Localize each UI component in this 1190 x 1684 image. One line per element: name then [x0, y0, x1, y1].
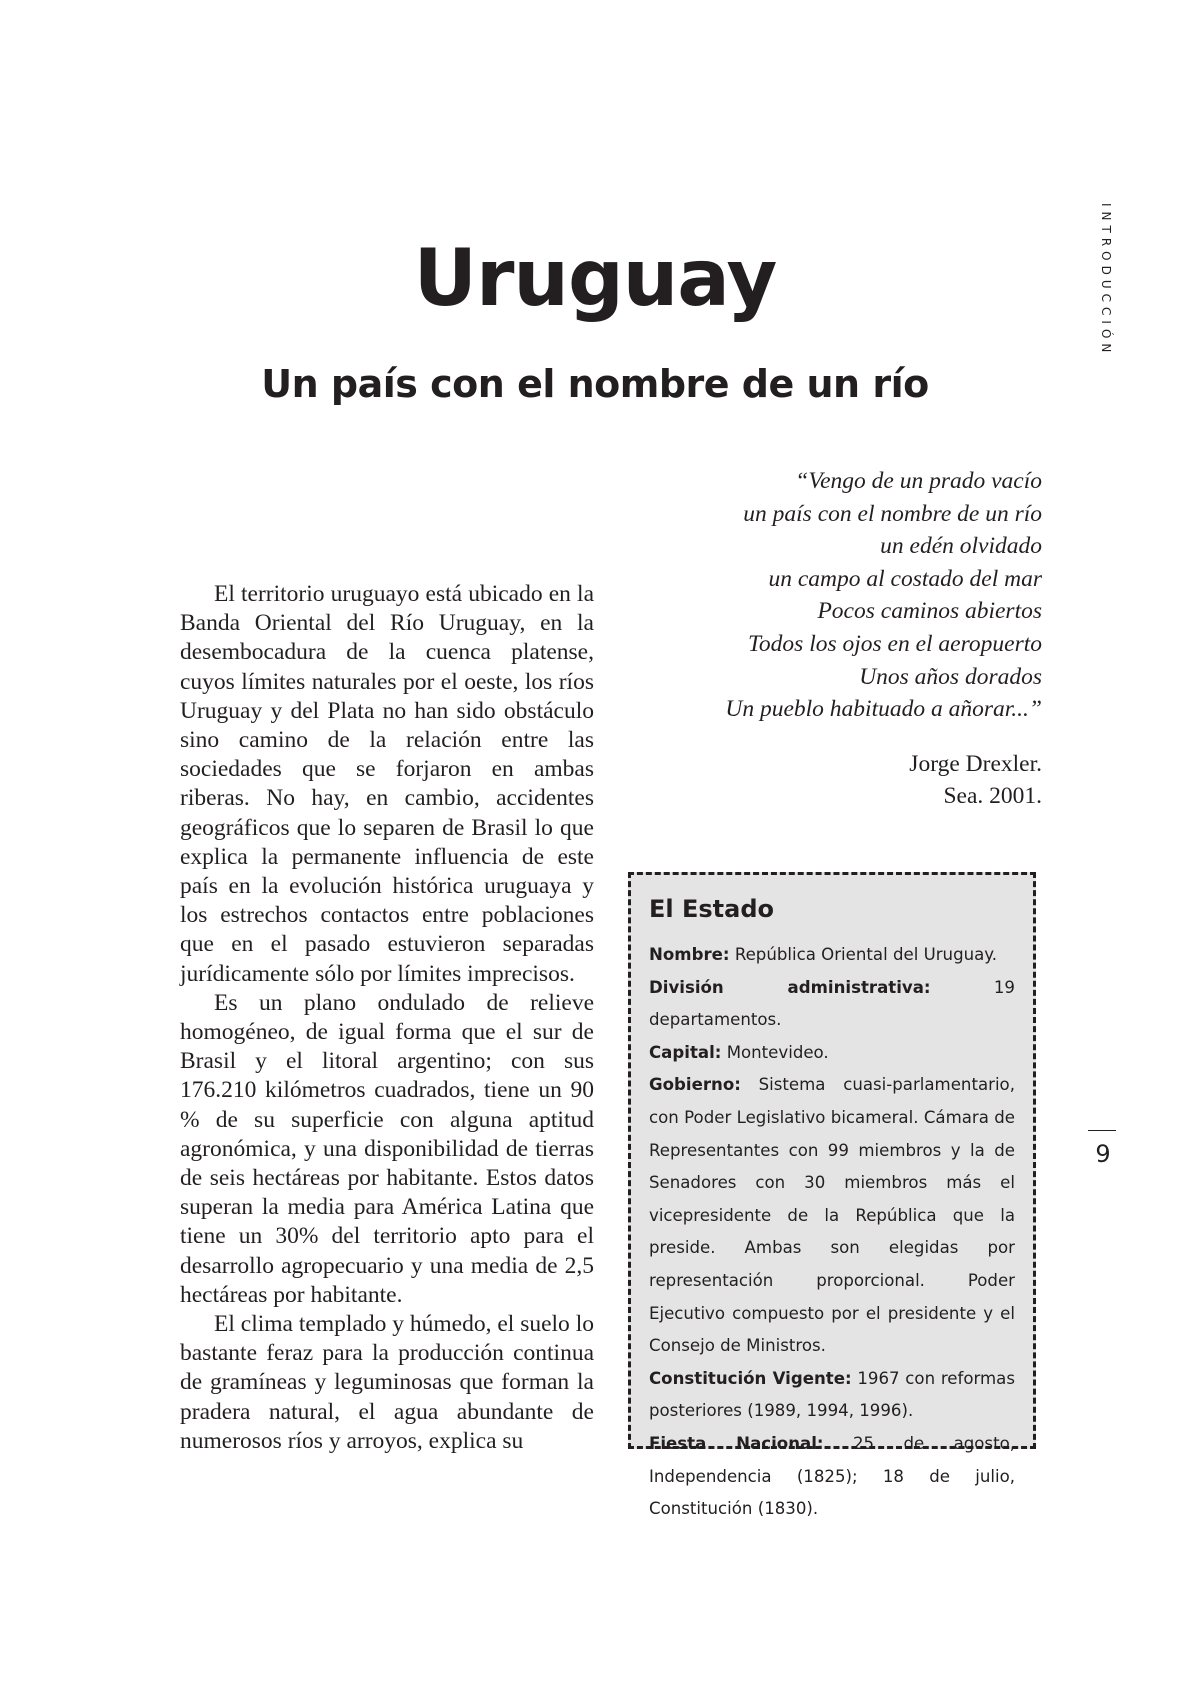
info-item-text: 25 de agosto, Independencia (1825); 18 de julio, Constitución (1830).	[649, 1433, 1016, 1519]
info-item-label: Capital:	[649, 1042, 722, 1062]
info-item-label: Fiesta Nacional:	[649, 1433, 824, 1453]
info-box	[628, 872, 1036, 1519]
page-number: 9	[1095, 1140, 1111, 1168]
info-item	[649, 939, 1015, 972]
epigraph-author: Jorge Drexler.	[909, 750, 1042, 777]
epigraph-line: “Vengo de un prado vacío	[795, 468, 1042, 494]
info-item-label: Constitución Vigente:	[649, 1368, 852, 1388]
info-item-text: Sistema cuasi-parlamentario, con Poder Legislativo bicameral. Cámara de Representantes con 99 miembros y la de Senadores con 30 miembros más el vicepresidente de la República que la preside. Ambas son elegidas por representación proporcional. Poder Ejecutivo compuesto por el presidente y el Consejo de Ministros.	[649, 1075, 1015, 1356]
epigraph-line: Pocos caminos abiertos	[817, 598, 1042, 625]
epigraph-line: un campo al costado del mar	[768, 565, 1042, 592]
info-item-text: República Oriental del Uruguay.	[734, 945, 998, 964]
info-item	[649, 1363, 1015, 1428]
epigraph-line: un edén olvidado	[880, 533, 1042, 560]
info-item-label: Nombre:	[649, 945, 730, 964]
epigraph-source: Sea. 2001.	[943, 783, 1042, 810]
info-item	[649, 1037, 1015, 1070]
epigraph-line: Todos los ojos en el aeropuerto	[748, 630, 1042, 657]
epigraph-line: Un pueblo habituado a añorar...”	[725, 696, 1042, 723]
info-item-text: 19 departamentos.	[649, 977, 1015, 1030]
body-text	[180, 580, 594, 1456]
info-item	[649, 1069, 1015, 1362]
epigraph-line: un país con el nombre de un río	[743, 500, 1042, 527]
section-label: INTRODUCCIÓN	[1099, 203, 1113, 358]
info-item	[649, 972, 1015, 1037]
body-paragraph: Es un plano ondulado de relieve homogéneo, de igual forma que el sur de Brasil y el litoral argentino; con sus 176.210 kilómetros cuadrados, tiene un 90 % de su superficie con alguna aptitud agronómica, y una disponibilidad de tierras de seis hectáreas por habitante. Estos datos superan la media para América Latina que tiene un 30% del territorio apto para el desarrollo agropecuario y una media de 2,5 hectáreas por habitante.	[180, 989, 594, 1308]
page-number-rule	[1088, 1130, 1116, 1131]
info-box-title: El Estado	[649, 895, 774, 923]
body-paragraph: El territorio uruguayo está ubicado en la Banda Oriental del Río Uruguay, en la desembocadura de la cuenca platense, cuyos límites naturales por el oeste, los ríos Uruguay y del Plata no han sido obstáculo sino camino de la relación entre las sociedades que se forjaron en ambas riberas. No hay, en cambio, accidentes geográficos que lo separen de Brasil lo que explica la permanente influencia de este país en la evolución histórica uruguaya y los estrechos contactos entre poblaciones que en el pasado estuvieron separadas jurídicamente sólo por límites imprecisos.	[180, 581, 594, 987]
info-item-text: 1967 con reformas posteriores (1989, 1994, 1996).	[649, 1368, 1015, 1421]
epigraph	[660, 465, 1042, 813]
body-paragraph: El clima templado y húmedo, el suelo lo bastante feraz para la producción continua de gramíneas y leguminosas que forman la pradera natural, el agua abundante de numerosos ríos y arroyos, explica su	[180, 1311, 594, 1454]
info-item-label: División administrativa:	[649, 977, 931, 997]
info-item-label: Gobierno:	[649, 1075, 741, 1095]
epigraph-line: Unos años dorados	[859, 663, 1042, 690]
page-title: Uruguay	[413, 234, 777, 324]
info-item	[649, 1428, 1015, 1526]
page-subtitle: Un país con el nombre de un río	[261, 362, 929, 406]
info-item-text: Montevideo.	[726, 1042, 829, 1062]
